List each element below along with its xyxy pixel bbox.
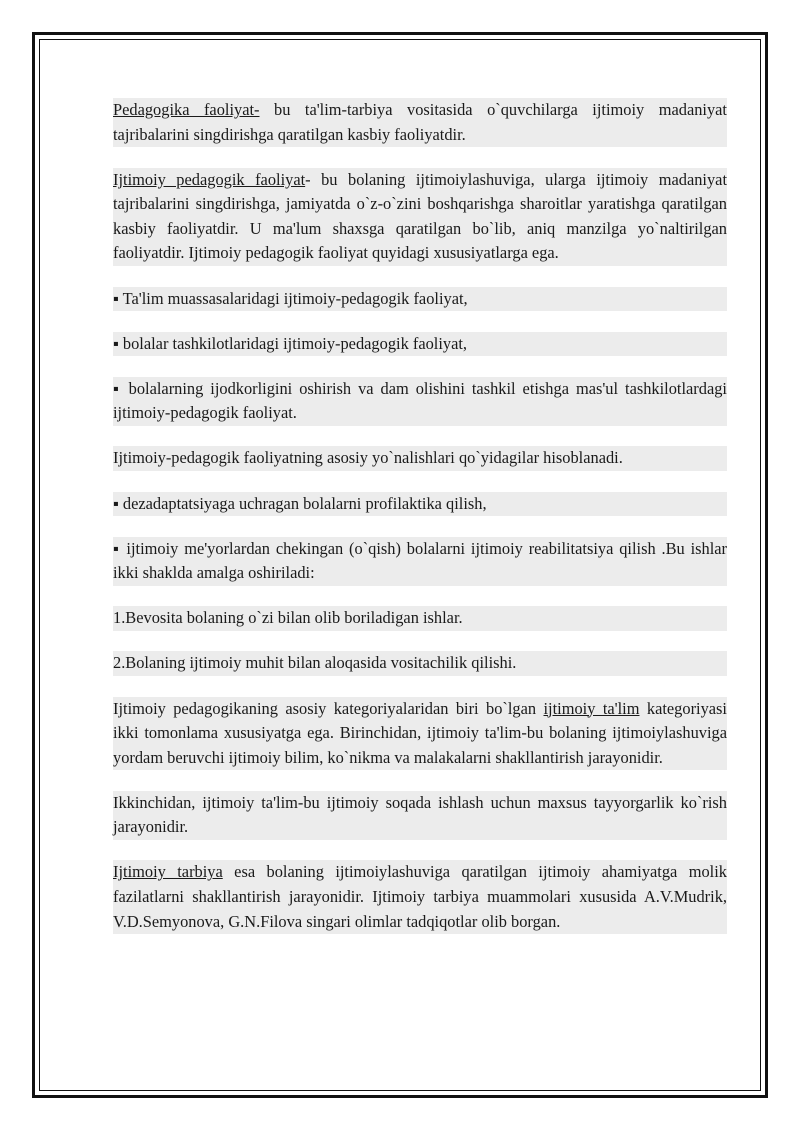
bullet-text: ▪ ijtimoiy me'yorlardan chekingan (o`qish) bolalarni ijtimoiy reabilitatsiya qilish .Bu ishlar ikki shaklda amalga oshiriladi:: [113, 538, 727, 583]
bullet-text: ▪ bolalarning ijodkorligini oshirish va dam olishini tashkil etishga mas'ul tashkilotlardagi ijtimoiy-pedagogik faoliyat.: [113, 378, 727, 423]
bullet-text: ▪ bolalar tashkilotlaridagi ijtimoiy-pedagogik faoliyat,: [113, 333, 468, 353]
paragraph-text: Ikkinchidan, ijtimoiy ta'lim-bu ijtimoiy soqada ishlash uchun maxsus tayyorgarlik ko`rish jarayonidir.: [113, 792, 727, 837]
paragraph-text: - bu bolaning ijtimoiylashuviga, ularga ijtimoiy madaniyat tajribalarini singdirishga, jamiyatda o`z-o`zini boshqarishga sharoitlar yaratishga qaratilgan kasbiy faoliyatdir. U ma'lum shaxsga qaratilgan bo`lib, aniq manzilga yo`naltirilgan faoliyatdir. Ijtimoiy pedagogik faoliyat quyidagi xususiyatlarga ega.: [113, 169, 727, 263]
bullet-item: [113, 287, 727, 312]
numbered-item: [113, 606, 727, 631]
paragraph-ijtimoiy-tarbiya: [113, 860, 727, 934]
paragraph-text: bu ta'lim-tarbiya vositasida o`quvchilarga ijtimoiy madaniyat tajribalarini singdirishga qaratilgan kasbiy faoliyatdir.: [113, 100, 727, 144]
paragraph-pedagogika-faoliyat: [113, 98, 727, 147]
paragraph-ikkinchidan: [113, 791, 727, 840]
numbered-text: 2.Bolaning ijtimoiy muhit bilan aloqasida vositachilik qilishi.: [113, 653, 517, 673]
document-body: [113, 98, 727, 955]
paragraph-text: esa bolaning ijtimoiylashuviga qaratilgan ijtimoiy ahamiyatga molik fazilatlarni shakllantirish jarayonidir. Ijtimoiy tarbiya muammolari xususida A.V.Mudrik, V.D.Semyonova, G.N.Filova singari olimlar tadqiqotlar olib borgan.: [113, 862, 727, 931]
numbered-item: [113, 651, 727, 676]
bullet-item: [113, 492, 727, 517]
paragraph-ijtimoiy-talim: [113, 697, 727, 771]
term-ijtimoiy-pedagogik-faoliyat: Ijtimoiy pedagogik faoliyat: [113, 169, 306, 189]
paragraph-text: Ijtimoiy pedagogikaning asosiy kategoriyalaridan biri bo`lgan: [113, 698, 544, 718]
term-pedagogika-faoliyat: Pedagogika faoliyat-: [113, 100, 260, 119]
bullet-item: [113, 377, 727, 426]
paragraph-text: Ijtimoiy-pedagogik faoliyatning asosiy yo`nalishlari qo`yidagilar hisoblanadi.: [113, 448, 623, 468]
bullet-text: ▪ Ta'lim muassasalaridagi ijtimoiy-pedagogik faoliyat,: [113, 288, 468, 308]
paragraph-ijtimoiy-pedagogik-faoliyat: [113, 168, 727, 266]
bullet-item: [113, 332, 727, 357]
numbered-text: 1.Bevosita bolaning o`zi bilan olib boriladigan ishlar.: [113, 608, 463, 628]
paragraph-yonalishlar: [113, 446, 727, 471]
term-ijtimoiy-tarbiya: Ijtimoiy tarbiya: [113, 862, 223, 882]
bullet-item: [113, 537, 727, 586]
paragraph-text: kategoriyasi ikki tomonlama xususiyatga ega. Birinchidan, ijtimoiy ta'lim-bu bolaning ijtimoiylashuviga yordam beruvchi ijtimoiy bilim, ko`nikma va malakalarni shakllantirish jarayonidir.: [113, 698, 727, 767]
bullet-text: ▪ dezadaptatsiyaga uchragan bolalarni profilaktika qilish,: [113, 493, 487, 513]
term-ijtimoiy-talim: ijtimoiy ta'lim: [543, 698, 640, 718]
